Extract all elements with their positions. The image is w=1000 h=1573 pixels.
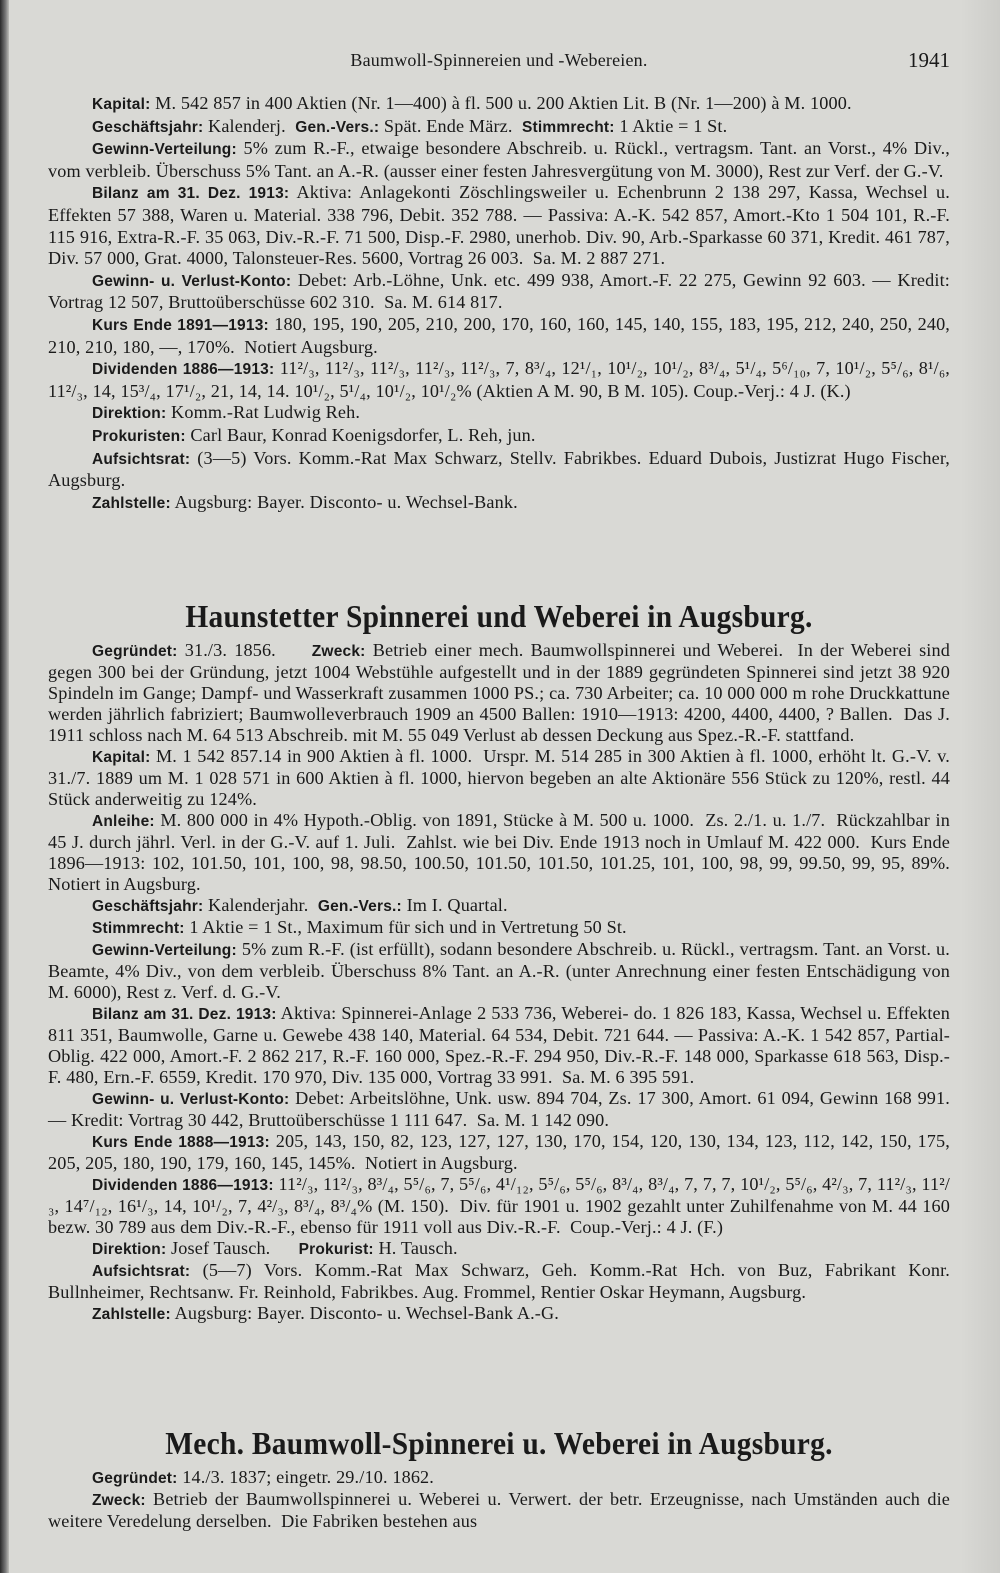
field-label: Kapital:: [92, 749, 151, 766]
entry-paragraph: [48, 1238, 950, 1260]
entry-paragraph: [48, 1088, 955, 1131]
entry-paragraph: [48, 425, 950, 448]
field-text: 180, 195, 190, 205, 210, 200, 170, 160, 160, 145, 140, 155, 183, 195, 212, 240, 250, 240, 210, 210, 180, —, 170%. Notiert Augsburg.: [48, 313, 955, 357]
field-label: Gewinn- u. Verlust-Konto:: [92, 1091, 290, 1108]
entry-paragraph: [48, 640, 955, 746]
field-text: Spät. Ende März.: [379, 115, 522, 136]
field-label: Geschäftsjahr:: [92, 898, 204, 915]
field-text: Kalenderj.: [203, 115, 296, 136]
page-binding-edge: [0, 0, 9, 1573]
field-text: M. 542 857 in 400 Aktien (Nr. 1—400) à fl. 500 u. 200 Aktien Lit. B (Nr. 1—200) à M. 1000.: [150, 93, 852, 113]
field-label: Prokuristen:: [92, 427, 186, 445]
field-text: (5—7) Vors. Komm.-Rat Max Schwarz, Geh. Komm.-Rat Hch. von Buz, Fabrikant Konr. Bullnheimer, Rechtsanw. Fr. Reinhold, Fabrikbes. Aug. Frommel, Rentier Oskar Heymann, Augsburg.: [48, 1260, 955, 1302]
entry-paragraph: [48, 1003, 955, 1088]
page-shadow: [960, 0, 1000, 1573]
entry-paragraph: [48, 939, 955, 1003]
entry-paragraph: [48, 313, 955, 358]
field-text: Kalenderjahr.: [203, 895, 318, 915]
field-label: Zweck:: [92, 1492, 146, 1509]
field-text: 5% zum R.-F. (ist erfüllt), sodann besondere Abschreib. u. Rückl., vertragsm. Tant. an Vorst. u. Beamte, 4% Div., von dem verbleib. Überschuss 8% Tant. an A.-R. (unter Anrechnung einer festen Entschädigung von M. 6000), Rest z. Verf. d. G.-V.: [48, 939, 955, 1002]
field-text: Komm.-Rat Ludwig Reh.: [166, 402, 361, 423]
running-header: [48, 50, 950, 74]
field-label: Aufsichtsrat:: [92, 1263, 191, 1280]
field-text: Debet: Arbeitslöhne, Unk. usw. 894 704, Zs. 17 300, Amort. 61 094, Gewinn 168 991. — Kredit: Vortrag 30 442, Bruttoüberschüsse 1 111 647. Sa. M. 1 142 090.: [48, 1088, 955, 1130]
field-text: M. 1 542 857.14 in 900 Aktien à fl. 1000. Urspr. M. 514 285 in 300 Aktien à fl. 1000, erhöht lt. G.-V. v. 31./7. 1889 um M. 1 028 571 in 600 Aktien à fl. 1000, hiervon begeben an alte Aktionäre 556 Stück zu 120%, restl. 44 Stück anderweitig zu 124%.: [48, 746, 955, 809]
field-label: Direktion:: [92, 1241, 167, 1258]
field-label: Geschäftsjahr:: [92, 118, 204, 136]
entry-paragraph: [48, 1260, 955, 1303]
field-label: Prokurist:: [298, 1241, 374, 1258]
field-text: Augsburg: Bayer. Disconto- u. Wechsel-Bank A.-G.: [170, 1303, 559, 1323]
field-label: Gewinn- u. Verlust-Konto:: [92, 272, 292, 290]
entry-paragraph: [48, 1303, 950, 1325]
field-label: Kapital:: [92, 96, 151, 113]
field-text: Carl Baur, Konrad Koenigsdorfer, L. Reh, jun.: [185, 424, 536, 445]
entry-paragraph: [48, 182, 955, 269]
field-text: Betrieb der Baumwollspinnerei u. Weberei u. Verwert. der betr. Erzeugnisse, nach Umständen auch die weitere Veredelung derselben. Die Fabriken bestehen aus: [48, 1489, 955, 1531]
entry-paragraph: [48, 358, 955, 402]
field-text: (3—5) Vors. Komm.-Rat Max Schwarz, Stellv. Fabrikbes. Eduard Dubois, Justizrat Hugo Fischer, Augsburg.: [48, 447, 954, 491]
field-label: Anleihe:: [92, 813, 155, 830]
field-text: Aktiva: Spinnerei-Anlage 2 533 736, Weberei- do. 1 826 183, Kassa, Wechsel u. Effekten 811 351, Baumwolle, Garne u. Gewebe 438 140, Material. 64 534, Debit. 721 644. — Passiva: A.-K. 1 542 857, Partial-Oblig. 422 000, Amort.-F. 2 862 217, R.-F. 160 000, Spez.-R.-F. 294 950, Div.-R.-F. 148 000, Sparkasse 618 563, Disp.-F. 480, Ern.-F. 6559, Kredit. 170 970, Div. 135 000, Vortrag 33 991. Sa. M. 6 395 591.: [48, 1003, 955, 1087]
section-mech-baumwoll: [48, 1467, 955, 1532]
company-heading-haunstetter: Haunstetter Spinnerei und Weberei in Augsburg.: [185, 598, 813, 634]
field-label: Zweck:: [311, 643, 366, 660]
company-heading-mech-baumwoll: Mech. Baumwoll-Spinnerei u. Weberei in Augsburg.: [165, 1425, 833, 1461]
field-label: Zahlstelle:: [92, 1306, 171, 1323]
field-label: Kurs Ende 1891—1913:: [92, 316, 269, 334]
entry-paragraph: [48, 402, 950, 425]
field-label: Direktion:: [92, 405, 167, 423]
field-label: Stimmrecht:: [92, 920, 185, 937]
field-label: Gegründet:: [92, 1470, 178, 1487]
entry-paragraph: [48, 138, 955, 182]
field-label: Gen.-Vers.:: [295, 118, 380, 136]
field-label: Dividenden 1886—1913:: [92, 361, 275, 379]
entry-paragraph: [48, 269, 955, 314]
section-haunstetter: [48, 640, 960, 1325]
field-text: 5% zum R.-F., etwaige besondere Abschreib. u. Rückl., vertragsm. Tant. an Vorst., 4% Div., vom verbleib. Überschuss 5% Tant. an A.-R. (ausser einer festen Jahresvergütung von M. 3000), Rest zur Verf. der G.-V.: [48, 138, 955, 181]
field-label: Zahlstelle:: [92, 494, 171, 512]
field-label: Stimmrecht:: [522, 118, 615, 136]
field-text: Augsburg: Bayer. Disconto- u. Wechsel-Bank.: [170, 491, 518, 512]
entry-paragraph: [48, 447, 954, 492]
field-text: H. Tausch.: [373, 1238, 458, 1258]
field-label: Gen.-Vers.:: [317, 898, 402, 915]
entry-paragraph: [48, 116, 950, 139]
entry-paragraph: [48, 1467, 950, 1489]
entry-paragraph: [48, 917, 950, 939]
entry-paragraph: [48, 93, 950, 116]
field-text: Josef Tausch.: [166, 1238, 299, 1258]
field-text: 11²/₃, 11²/₃, 8³/₄, 5⁵/₆, 7, 5⁵/₆, 4¹/₁₂, 5⁵/₆, 5⁵/₆, 8³/₄, 8³/₄, 7, 7, 7, 10¹/₂, 5⁵/₆, 4²/₃, 7, 11²/₃, 11²/₃, 14⁷/₁₂, 16¹/₃, 14, 10¹/₂, 7, 4²/₃, 8³/₄, 8³/₄% (M. 150). Div. für 1901 u. 1902 gezahlt unter Zuhilfenahme von M. 44 160 bezw. 30 789 aus dem Div.-R.-F., ebenso für 1911 voll aus Div.-R.-F. Coup.-Verj.: 4 J. (F.): [48, 1174, 955, 1237]
entry-paragraph: [48, 492, 950, 515]
field-label: Kurs Ende 1888—1913:: [92, 1134, 270, 1151]
field-label: Gewinn-Verteilung:: [92, 942, 237, 959]
entry-paragraph: [48, 895, 950, 917]
running-title: Baumwoll-Spinnereien und -Webereien.: [350, 50, 648, 70]
field-label: Gegründet:: [92, 643, 178, 660]
field-label: Gewinn-Verteilung:: [92, 141, 237, 159]
entry-paragraph: [48, 1174, 955, 1238]
entry-paragraph: [48, 810, 960, 895]
field-label: Bilanz am 31. Dez. 1913:: [92, 1006, 277, 1023]
entry-paragraph: [48, 1489, 955, 1532]
field-text: Debet: Arb.-Löhne, Unk. etc. 499 938, Amort.-F. 22 275, Gewinn 92 603. — Kredit: Vortrag 12 507, Bruttoüberschüsse 602 310. Sa. M. 614 817.: [48, 269, 955, 313]
field-label: Bilanz am 31. Dez. 1913:: [92, 185, 290, 203]
field-text: Betrieb einer mech. Baumwollspinnerei und Weberei. In der Weberei sind gegen 300 bei der Gründung, jetzt 1004 Webstühle aufgestellt und in der 1889 gegründeten Spinnerei sind jetzt 38 920 Spindeln im Gange; Dampf- und Wasserkraft zusammen 1000 PS.; ca. 730 Arbeiter; ca. 10 000 000 m rohe Druckkattune werden jährlich fabriziert; Baumwolleverbrauch 1909 an 4500 Ballen: 1910—1913: 4200, 4400, 4400, ? Ballen. Das J. 1911 schloss nach M. 64 513 Abschreib. mit M. 55 049 Verlust ab dessen Deckung aus Spez.-R.-F. stattfand.: [48, 640, 955, 745]
page-number: 1941: [908, 48, 950, 72]
field-label: Aufsichtsrat:: [92, 450, 191, 468]
field-text: 11²/₃, 11²/₃, 11²/₃, 11²/₃, 11²/₃, 7, 8³/₄, 12¹/₁, 10¹/₂, 10¹/₂, 8³/₄, 5¹/₄, 5⁶/₁₀, 7, 10¹/₂, 5⁵/₆, 8¹/₆, 11²/₃, 14, 15³/₄, 17¹/₂, 21, 14, 14. 10¹/₂, 5¹/₄, 10¹/₂, 10¹/₂% (Aktien A M. 90, B M. 105). Coup.-Verj.: 4 J. (K.): [48, 358, 955, 401]
field-text: 205, 143, 150, 82, 123, 127, 127, 130, 170, 154, 120, 130, 134, 123, 112, 142, 150, 175, 205, 205, 180, 190, 179, 160, 145, 145%. Notiert in Augsburg.: [48, 1131, 955, 1173]
entry-paragraph: [48, 746, 955, 810]
entry-paragraph: [48, 1131, 955, 1174]
section-previous-company: [48, 93, 955, 514]
field-text: 1 Aktie = 1 St., Maximum für sich und in Vertretung 50 St.: [184, 917, 627, 937]
field-text: 1 Aktie = 1 St.: [614, 115, 728, 136]
field-text: 31./3. 1856.: [177, 640, 312, 660]
field-text: Aktiva: Anlagekonti Zöschlingsweiler u. Echenbrunn 2 138 297, Kassa, Wechsel u. Effekten 57 388, Waren u. Material. 338 796, Debit. 352 788. — Passiva: A.-K. 542 857, Amort.-Kto 1 504 101, R.-F. 115 916, Extra-R.-F. 35 063, Div.-R.-F. 71 500, Disp.-F. 2980, unerhob. Div. 90, Arb.-Sparkasse 60 371, Kredit. 461 787, Div. 57 000, Grat. 4000, Talonsteuer-Res. 5600, Vortrag 26 003. Sa. M. 2 887 271.: [48, 182, 955, 269]
field-label: Dividenden 1886—1913:: [92, 1177, 274, 1194]
field-text: M. 800 000 in 4% Hypoth.-Oblig. von 1891, Stücke à M. 500 u. 1000. Zs. 2./1. u. 1./7. Rückzahlbar in 45 J. durch jährl. Verl. in der G.-V. auf 1. Juli. Zahlst. wie bei Div. Ende 1913 noch in Umlauf M. 422 000. Kurs Ende 1896—1913: 102, 101.50, 101, 100, 98, 98.50, 100.50, 101.50, 101.50, 101.25, 101, 100, 98, 99, 99.50, 99, 95, 89%. Notiert in Augsburg.: [48, 810, 960, 894]
field-text: Im I. Quartal.: [401, 895, 508, 915]
field-text: 14./3. 1837; eingetr. 29./10. 1862.: [177, 1467, 435, 1487]
